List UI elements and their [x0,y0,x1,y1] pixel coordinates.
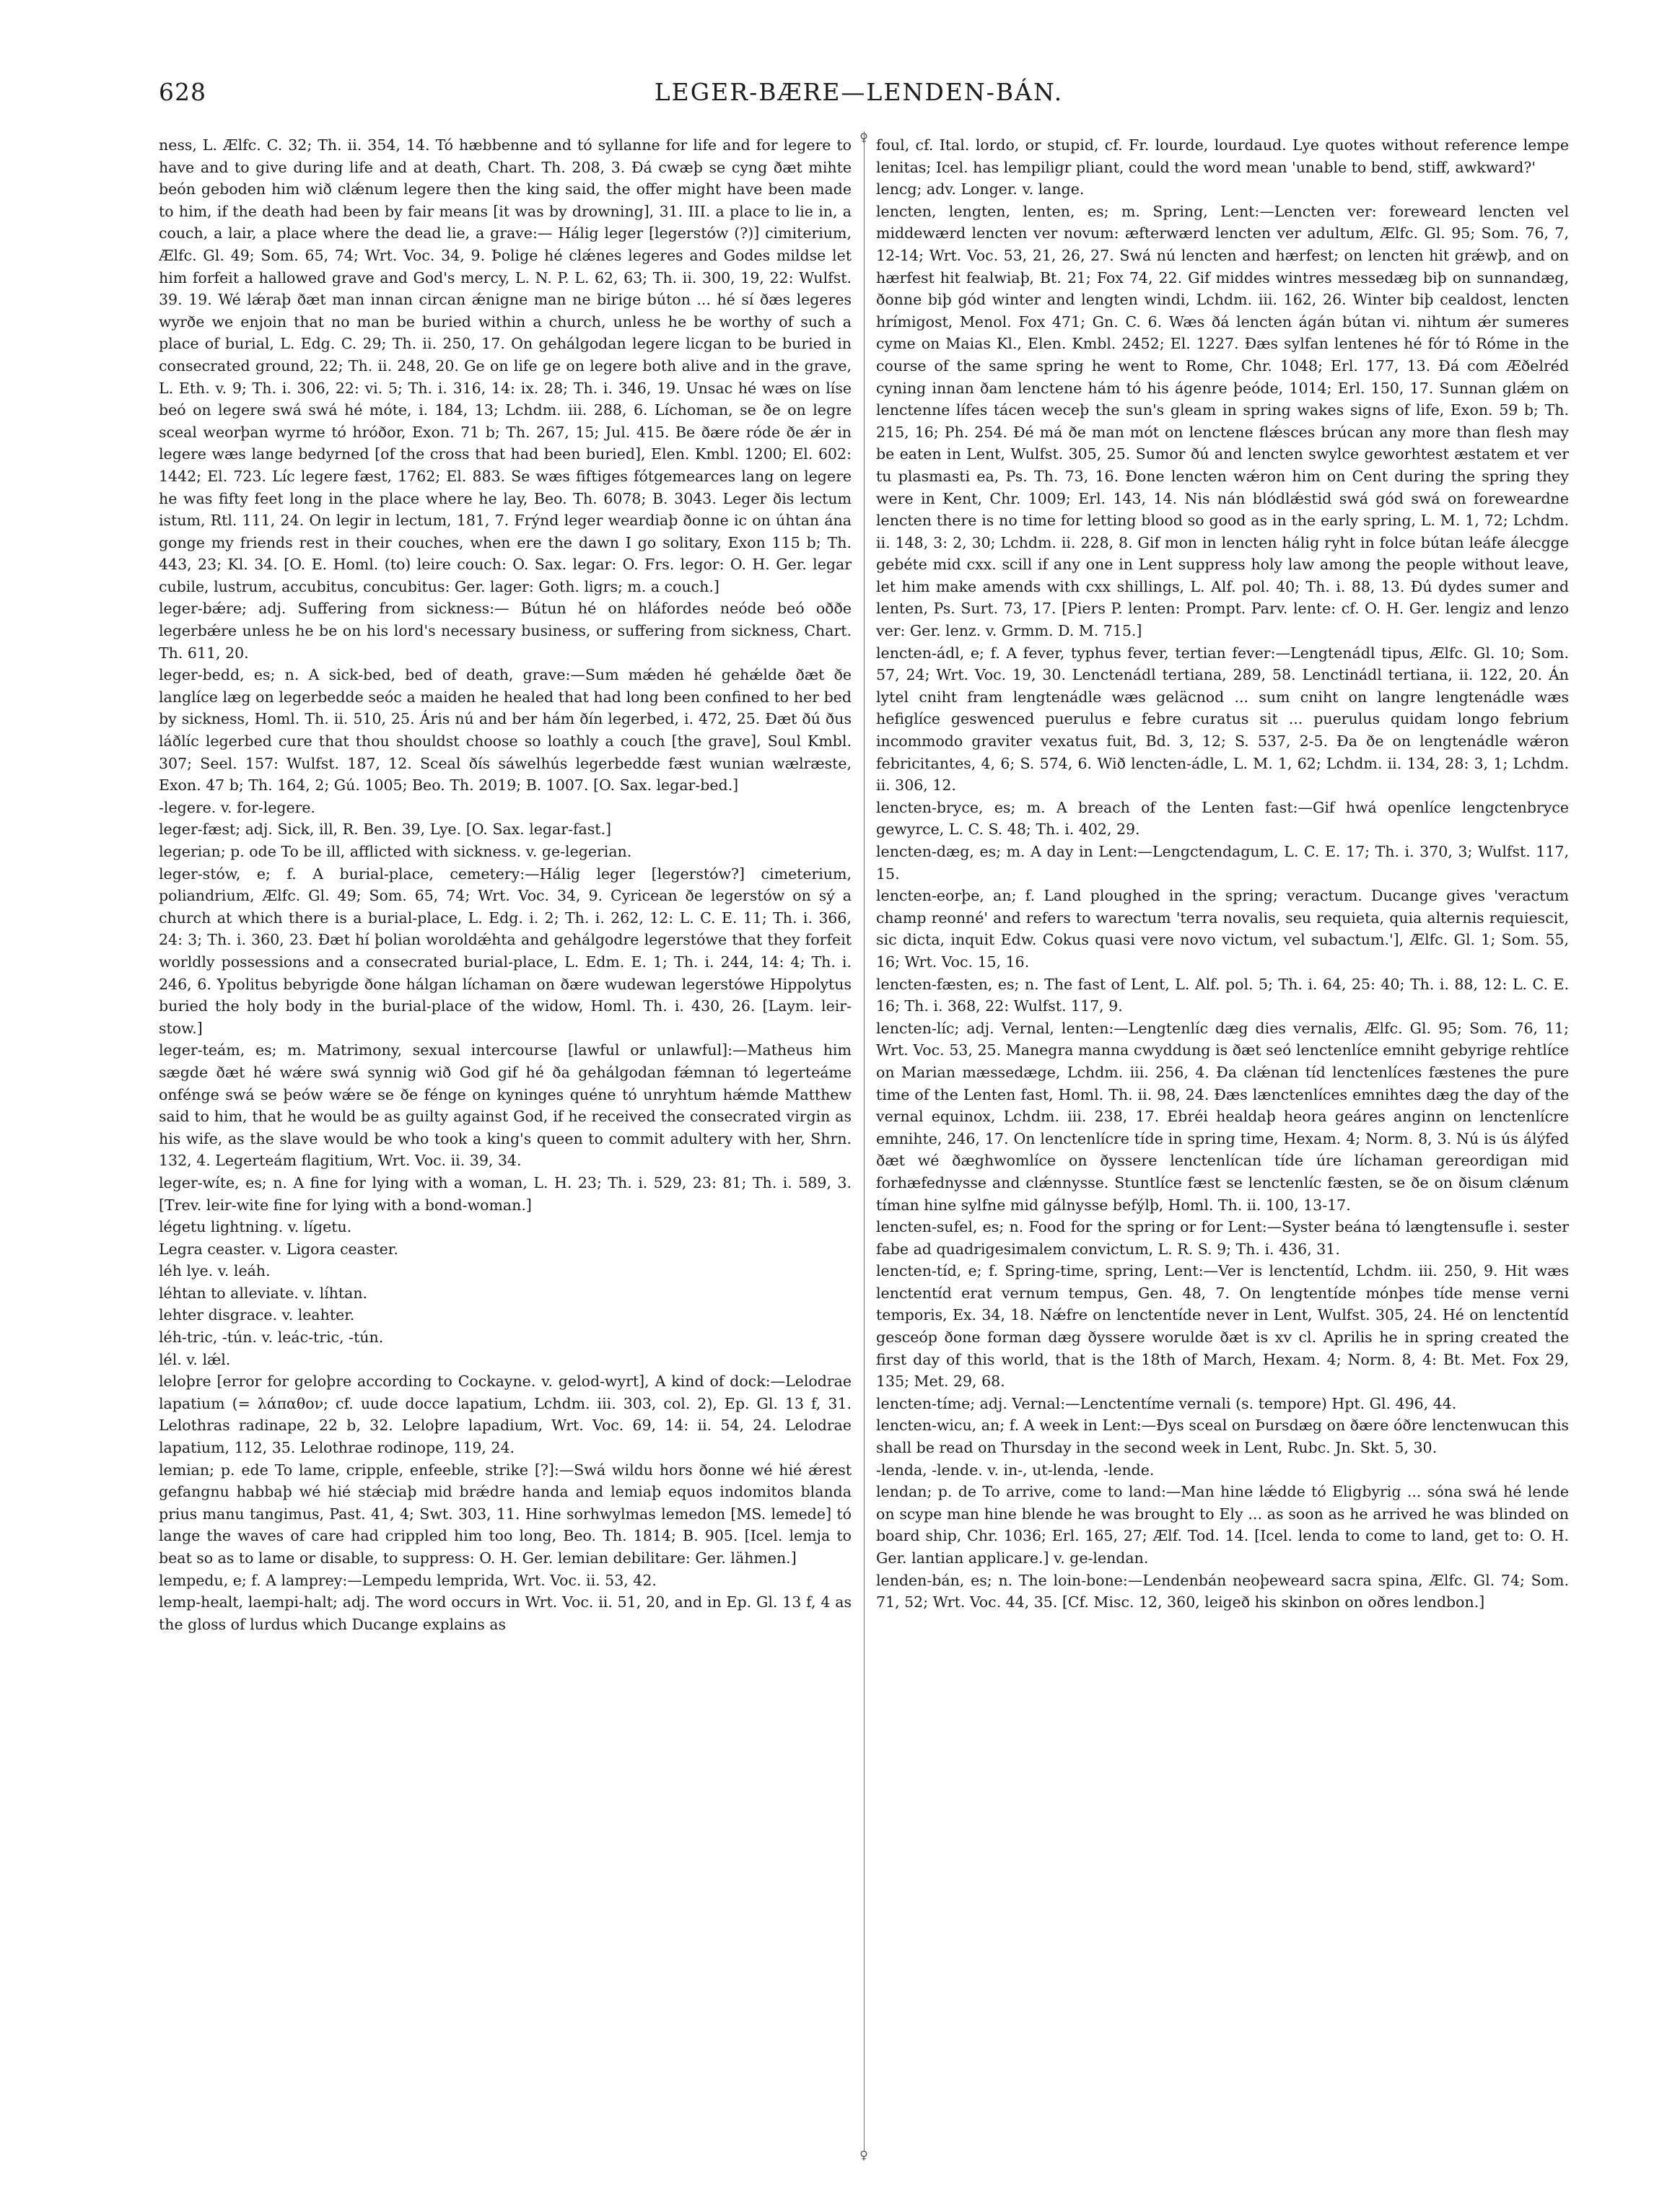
dictionary-entry: leger-teám, es; m. Matrimony, sexual intercourse [lawful or unlawful]:—Matheus him sægde ðæt hé wǽre swá synnig wið God gif hé ða gehálgodan fǽmnan tó legerteáme onfénge swá se þeów wǽre se ðe fénge on kyninges quéne tó unryhtum hǽmde Matthew said to him, that he would be as guilty against God, if he received the consecrated virgin as his wife, as the slave would be who took a king's queen to commit adultery with her, Shrn. 132, 4. Legerteám flagitium, Wrt. Voc. ii. 39, 34. [159,1041,852,1170]
dictionary-entry: lencten-fæsten, es; n. The fast of Lent, L. Alf. pol. 5; Th. i. 64, 25: 40; Th. i. 88, 12: L. C. E. 16; Th. i. 368, 22: Wulfst. 117, 9. [876,975,1569,1015]
ornament-top-icon: ♀ [859,131,868,144]
dictionary-entry: lencten, lengten, lenten, es; m. Spring, Lent:—Lencten ver: foreweard lencten vel middewærd lencten ver novum: æfterwærd lencten ver adultum, Ælfc. Gl. 95; Som. 76, 7, 12-14; Wrt. Voc. 53, 21, 26, 27. Swá nú lencten and hærfest; on lencten hit grǽwþ, and on hærfest hit fealwiaþ, Bt. 21; Fox 74, 22. Gif middes wintres messedæg biþ on sunnandæg, ðonne biþ gód winter and lengten windi, Lchdm. iii. 162, 26. Winter biþ cealdost, lencten hrímigost, Menol. Fox 471; Gn. C. 6. Wæs ðá lencten ágán bútan vi. nihtum ǽr sumeres cyme on Maias Kl., Elen. Kmbl. 2452; El. 1227. Ðæs sylfan lentenes hé fór tó Róme in the course of the same spring he went to Rome, Chr. 1048; Erl. 177, 13. Ðá com Æðelréd cyning innan ðam lenctene hám tó his ágenre þeóde, 1014; Erl. 150, 17. Sunnan glǽm on lenctenne lífes tácen weceþ the sun's gleam in spring wakes signs of life, Exon. 59 b; Th. 215, 16; Ph. 254. Ðé má ðe man mót on lenctene flǽsces brúcan any more than flesh may be eaten in Lent, Wulfst. 305, 25. Sumor ðú and lencten swylce geworhtest æstatem et ver tu plasmasti ea, Ps. Th. 73, 16. Ðone lencten wǽron him on Cent during the spring they were in Kent, Chr. 1009; Erl. 143, 14. Nis nán blódlǽstid swá gód swá on foreweardne lencten there is no time for letting blood so good as in the early spring, L. M. 1, 72; Lchdm. ii. 148, 3: 2, 30; Lchdm. ii. 228, 8. Gif mon in lencten hálig ryht in folce bútan leáfe álecgge gebéte mid cxx. scill if any one in Lent suppress holy law among the people without leave, let him make amends with cxx shillings, L. Alf. pol. 40; Th. i. 88, 13. Ðú dydes sumer and lenten, Ps. Surt. 73, 17. [Piers P. lenten: Prompt. Parv. lente: cf. O. H. Ger. lengiz and lenzo ver: Ger. lenz. v. Grmm. D. M. 715.] [876,202,1569,640]
dictionary-entry: léh lye. v. leáh. [159,1262,271,1280]
dictionary-entry: lenden-bán, es; n. The loin-bone:—Lendenbán neoþeweard sacra spina, Ælfc. Gl. 74; Som. 71, 52; Wrt. Voc. 44, 35. [Cf. Misc. 12, 360, leigeð his skinbon on oðres lendbon.] [876,1571,1569,1611]
dictionary-entry: lencg; adv. Longer. v. lange. [876,180,1085,198]
dictionary-entry: -legere. v. for-legere. [159,798,316,816]
dictionary-entry: leger-bǽre; adj. Suffering from sickness:— Bútun hé on hláfordes neóde beó oððe legerbǽre unless he be on his lord's necessary business, or suffering from sickness, Chart. Th. 611, 20. [159,600,852,662]
running-head: LEGER-BÆRE—LENDEN-BÁN. [654,78,1064,106]
dictionary-entry: leger-stów, e; f. A burial-place, cemetery:—Hálig leger [legerstów?] cimeterium, poliandrium, Ælfc. Gl. 49; Som. 65, 74; Wrt. Voc. 34, 9. Cyricean ðe legerstów on sý a church at which there is a burial-place, L. Edg. i. 2; Th. i. 262, 12: L. C. E. 11; Th. i. 366, 24: 3; Th. i. 360, 23. Ðæt hí þolian woroldǽhta and gehálgodre legerstówe that they forfeit worldly possessions and a consecrated burial-place, L. Edm. E. 1; Th. i. 244, 14: 4; Th. i. 246, 6. Ypolitus bebyrigde ðone hálgan líchaman on ðære wudewan legerstówe Hippolytus buried the holy body in the burial-place of the widow, Homl. Th. i. 430, 26. [Laym. leir-stow.] [159,865,852,1037]
dictionary-entry: lél. v. lǽl. [159,1350,231,1368]
dictionary-entry: lencten-sufel, es; n. Food for the spring or for Lent:—Syster beána tó længtensufle i. sester fabe ad quadrigesimalem convictum, L. R. S. 9; Th. i. 436, 31. [876,1218,1569,1258]
column-divider [864,131,865,2152]
dictionary-entry: leger-fæst; adj. Sick, ill, R. Ben. 39, Lye. [O. Sax. legar-fast.] [159,820,612,839]
page-header [159,78,1559,121]
dictionary-entry: lencten-tíd, e; f. Spring-time, spring, Lent:—Ver is lenctentíd, Lchdm. iii. 250, 9. Hit wæs lenctentíd erat vernum tempus, Gen. 48, 7. On lengtentíde mónþes tíde mense verni temporis, Ex. 34, 18. Nǽfre on lenctentíde never in Lent, Wulfst. 305, 24. Hé on lenctentíd gesceóp ðone forman dæg ðyssere worulde ðæt is xv cl. Aprilis he in spring created the first day of this world, that is the 18th of March, Hexam. 4; Norm. 8, 4: Bt. Met. Fox 29, 135; Met. 29, 68. [876,1262,1569,1391]
dictionary-entry: lencten-ádl, e; f. A fever, typhus fever, tertian fever:—Lengtenádl tipus, Ælfc. Gl. 10; Som. 57, 24; Wrt. Voc. 19, 30. Lenctenádl tertiana, 289, 58. Lenctinádl tertiana, ii. 122, 20. Án lytel cniht fram lengtenádle wæs geläcnod ... sum cniht on langre lengtenádle wæs hefiglíce geswenced puerulus e febre curatus sit ... puerulus quidam longo febrium incommodo graviter vexatus fuit, Bd. 3, 12; S. 537, 2-5. Ða ðe on lengtenádle wǽron febricitantes, 4, 6; S. 574, 6. Wið lencten-ádle, L. M. 1, 62; Lchdm. ii. 134, 28: 3, 1; Lchdm. ii. 306, 12. [876,644,1569,795]
dictionary-entry: léh-tric, -tún. v. leác-tric, -tún. [159,1329,384,1347]
dictionary-entry: lehter disgrace. v. leahter. [159,1306,355,1324]
dictionary-entry: leloþre [error for geloþre according to Cockayne. v. gelod-wyrt], A kind of dock:—Lelodrae lapatium (= λάπαθον; cf. uude docce lapatium, Lchdm. iii. 303, col. 2), Ep. Gl. 13 f, 31. Lelothras radinape, 22 b, 32. Leloþre lapadium, Wrt. Voc. 69, 14: ii. 54, 24. Lelodrae lapatium, 112, 35. Lelothrae rodinope, 119, 24. [159,1373,852,1457]
dictionary-entry: leger-bedd, es; n. A sick-bed, bed of death, grave:—Sum mǽden hé gehǽlde ðæt ðe langlíce læg on legerbedde seóc a maiden he healed that had long been confined to her bed by sickness, Homl. Th. ii. 510, 25. Áris nú and ber hám ðín legerbed, i. 472, 25. Ðæt ðú ðus láðlíc legerbed cure that thou shouldst choose so loathly a couch [the grave], Soul Kmbl. 307; Seel. 157: Wulfst. 187, 12. Sceal ðís sáwelhús legerbedde fæst wunian wælræste, Exon. 47 b; Th. 164, 2; Gú. 1005; Beo. Th. 2019; B. 1007. [O. Sax. legar-bed.] [159,666,852,795]
dictionary-entry: Legra ceaster. v. Ligora ceaster. [159,1240,398,1258]
page-number: 628 [159,78,206,106]
dictionary-entry: lencten-wicu, an; f. A week in Lent:—Ðys sceal on Þursdæg on ðære óðre lenctenwucan this shall be read on Thursday in the second week in Lent, Rubc. Jn. Skt. 5, 30. [876,1417,1569,1457]
dictionary-entry: -lenda, -lende. v. in-, ut-lenda, -lende. [876,1461,1155,1479]
dictionary-entry: lemian; p. ede To lame, cripple, enfeeble, strike [?]:—Swá wildu hors ðonne wé hié ǽrest gefangnu habbaþ wé hié stǽciaþ mid brǽdre handa and lemiaþ equos indomitos blanda prius manu tangimus, Past. 41, 4; Swt. 303, 11. Hine sorhwylmas lemedon [MS. lemede] tó lange the waves of care had crippled him too long, Beo. Th. 1814; B. 905. [Icel. lemja to beat so as to lame or disable, to suppress: O. H. Ger. lemian debilitare: Ger. lähmen.] [159,1461,852,1567]
dictionary-entry: lencten-eorþe, an; f. Land ploughed in the spring; veractum. Ducange gives 'veractum champ reonné' and refers to warectum 'terra novalis, seu requieta, quia alternis requiescit, sic dicta, inquit Edw. Cokus quasi vere novo victum, vel subactum.'], Ælfc. Gl. 1; Som. 55, 16; Wrt. Voc. 15, 16. [876,887,1569,971]
dictionary-entry: foul, cf. Ital. lordo, or stupid, cf. Fr. lourde, lourdaud. Lye quotes without reference lempe lenitas; Icel. has lempiligr pliant, could the word mean 'unable to bend, stiff, awkward?' [876,136,1569,176]
dictionary-entry: lempedu, e; f. A lamprey:—Lempedu lemprida, Wrt. Voc. ii. 53, 42. [159,1571,657,1589]
dictionary-entry: lendan; p. de To arrive, come to land:—Man hine lǽdde tó Eligbyrig ... sóna swá hé lende on scype man hine blende he was brought to Ely ... as soon as he arrived he was blinded on board ship, Chr. 1036; Erl. 165, 27; Ælf. Tod. 14. [Icel. lenda to come to land, get to: O. H. Ger. lantian applicare.] v. ge-lendan. [876,1483,1569,1567]
dictionary-entry: legerian; p. ode To be ill, afflicted with sickness. v. ge-legerian. [159,843,632,860]
dictionary-entry: ness, L. Ælfc. C. 32; Th. ii. 354, 14. Tó hæbbenne and tó syllanne for life and for legere to have and to give during life and at death, Chart. Th. 208, 3. Ðá cwæþ se cyng ðæt mihte beón geboden him wið clǽnum legere then the king said, the offer might have been made to him, if the death had been by fair means [it was by drowning], 31. III. a place to lie in, a couch, a lair, a place where the dead lie, a grave:— Hálig leger [legerstów (?)] cimiterium, Ælfc. Gl. 49; Som. 65, 74; Wrt. Voc. 34, 9. Þolige hé clǽnes legeres and Godes mildse let him forfeit a hallowed grave and God's mercy, L. N. P. L. 62, 63; Th. ii. 300, 19, 22: Wulfst. 39. 19. Wé lǽraþ ðæt man innan circan ǽnigne man ne birige búton ... hé sí ðæs legeres wyrðe we enjoin that no man be buried within a church, unless he be worthy of such a place of burial, L. Edg. C. 29; Th. ii. 250, 17. On gehálgodan legere licgan to be buried in consecrated ground, 22; Th. ii. 248, 20. Ge on life ge on legere both alive and in the grave, L. Eth. v. 9; Th. i. 306, 22: vi. 5; Th. i. 316, 14: ix. 28; Th. i. 346, 19. Unsac hé wæs on líse beó on legere swá swá hé móte, i. 184, 13; Lchdm. iii. 288, 6. Líchoman, se ðe on legre sceal weorþan wyrme tó hróðor, Exon. 71 b; Th. 267, 15; Jul. 415. Be ðære róde ðe ǽr in legere wæs lange bedyrned [of the cross that had been buried], Elen. Kmbl. 1200; El. 602: 1442; El. 723. Líc legere fæst, 1762; El. 883. Se wæs fiftiges fótgemearces lang on legere he was fifty feet long in the place where he lay, Beo. Th. 6078; B. 3043. Leger ðis lectum istum, Rtl. 111, 24. On legir in lectum, 181, 7. Frýnd leger weardiaþ ðonne ic on úhtan ána gonge my friends rest in their couches, when ere the dawn I go solitary, Exon 115 b; Th. 443, 23; Kl. 34. [O. E. Homl. (to) leire couch: O. Sax. legar: O. Frs. legor: O. H. Ger. legar cubile, lustrum, accubitus, concubitus: Ger. lager: Goth. ligrs; m. a couch.] [159,136,852,595]
left-column [159,134,852,2155]
dictionary-entry: lencten-líc; adj. Vernal, lenten:—Lengtenlíc dæg dies vernalis, Ælfc. Gl. 95; Som. 76, 11; Wrt. Voc. 53, 25. Manegra manna cwyddung is ðæt seó lenctenlíce emniht gebyrige rehtlíce on Marian mæssedæge, Lchdm. iii. 256, 4. Ða clǽnan tíd lenctenlíces fæstenes the pure time of the Lenten fast, Homl. Th. ii. 98, 24. Ðæs lænctenlíces emnihtes dæg the day of the vernal equinox, Lchdm. iii. 238, 17. Ebréi healdaþ heora geáres anginn on lenctenlícre emnihte, 246, 17. On lenctenlícre tíde in spring time, Hexam. 4; Norm. 8, 3. Nú is ús álýfed ðæt wé ðæghwomlíce on ðyssere lenctenlícan tíde úre líchaman gereordigan mid forhæfednysse and clǽnnysse. Stuntlíce fæst se lenctenlíc fæsten, se ðe on ðisum clǽnum tíman hine sylfne mid gálnysse befýlþ, Homl. Th. ii. 100, 13-17. [876,1019,1569,1214]
dictionary-entry: légetu lightning. v. lígetu. [159,1218,352,1236]
ornament-bottom-icon: ♀ [859,2148,868,2162]
dictionary-entry: lencten-tíme; adj. Vernal:—Lenctentíme vernali (s. tempore) Hpt. Gl. 496, 44. [876,1394,1457,1412]
right-column [876,134,1569,2155]
dictionary-entry: lemp-healt, laempi-halt; adj. The word occurs in Wrt. Voc. ii. 51, 20, and in Ep. Gl. 13 f, 4 as the gloss of lurdus which Ducange explains as [159,1593,852,1633]
dictionary-entry: lencten-dæg, es; m. A day in Lent:—Lengctendagum, L. C. E. 17; Th. i. 370, 3; Wulfst. 117, 15. [876,843,1569,883]
dictionary-entry: lencten-bryce, es; m. A breach of the Lenten fast:—Gif hwá openlíce lengctenbryce gewyrce, L. C. S. 48; Th. i. 402, 29. [876,798,1569,839]
dictionary-entry: léhtan to alleviate. v. líhtan. [159,1284,368,1302]
dictionary-entry: leger-wíte, es; n. A fine for lying with a woman, L. H. 23; Th. i. 529, 23: 81; Th. i. 589, 3. [Trev. leir-wite fine for lying with a bond-woman.] [159,1173,852,1214]
